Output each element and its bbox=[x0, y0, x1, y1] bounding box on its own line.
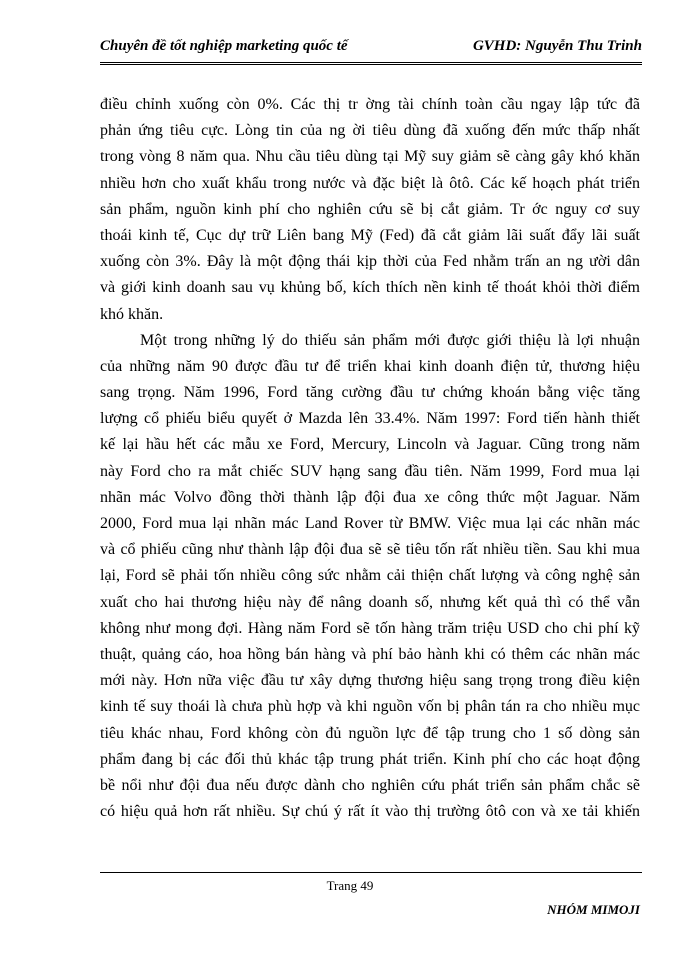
page-header bbox=[100, 38, 642, 55]
text-line: và cổ phiếu cũng như thành lập đội đua sẽ sẽ tiêu tốn rất nhiều tiền. Sau khi mua bbox=[100, 541, 640, 559]
text-line: nhãn mác Volvo đồng thời thành lập đội đua xe công thức một Jaguar. Năm bbox=[100, 488, 640, 506]
text-line: phẩm đang bị các đối thủ khác tập trung phát triển. Kinh phí cho các hoạt động bbox=[100, 750, 640, 768]
text-line: lượng cổ phiếu biểu quyết ở Mazda lên 33.4%. Năm 1997: Ford tiến hành thiết bbox=[100, 410, 640, 428]
text-line: kế lại hầu hết các mẫu xe Ford, Mercury, Lincoln và Jaguar. Cũng trong năm bbox=[100, 436, 640, 454]
text-line: của những năm 90 được đầu tư để triển khai kinh doanh điện tử, thương hiệu bbox=[100, 357, 640, 375]
text-line: kinh tế suy thoái là chưa phù hợp và khi nguồn vốn bị phân tán ra cho nhiều mục bbox=[100, 698, 640, 716]
text-line: phản ứng tiêu cực. Lòng tin của ng ời tiêu dùng đã xuống đến mức thấp nhất bbox=[100, 122, 640, 140]
text-line: không như mong đợi. Hàng năm Ford sẽ tốn hàng trăm triệu USD cho chi phí kỹ bbox=[100, 619, 640, 637]
header-divider bbox=[100, 62, 642, 65]
text-line: bề nổi như đội đua nếu được dành cho nghiên cứu phát triển sản phẩm chắc sẽ bbox=[100, 776, 640, 794]
text-line: lại, Ford sẽ phải tốn nhiều công sức nhằm cải thiện chất lượng và công nghệ sản bbox=[100, 567, 640, 585]
header-supervisor: GVHD: Nguyễn Thu Trinh bbox=[472, 38, 642, 54]
text-line: xuất cho hai thương hiệu này để nâng doanh số, nhưng kết quả thì có thể vẫn bbox=[100, 593, 640, 611]
paragraph bbox=[100, 92, 640, 328]
text-line: mới này. Hơn nữa việc đầu tư xây dựng thương hiệu sang trọng trong điều kiện bbox=[100, 672, 640, 690]
page-number: Trang 49 bbox=[326, 878, 374, 893]
text-line: điều chỉnh xuống còn 0%. Các thị tr ờng tài chính toàn cầu ngay lập tức đã bbox=[100, 96, 640, 113]
text-line: này Ford cho ra mắt chiếc SUV hạng sang đầu tiên. Năm 1999, Ford mua lại bbox=[100, 462, 640, 480]
body-text bbox=[100, 92, 640, 825]
text-line: thuật, quảng cáo, hoa hồng bán hàng và phí bảo hành khi có thêm các nhãn mác bbox=[100, 645, 640, 663]
text-line: và giới kinh doanh sau vụ khủng bố, kích thích nền kinh tế thoát khỏi thời điểm bbox=[100, 279, 640, 297]
paragraph bbox=[100, 328, 640, 826]
text-line: sản phẩm, nguồn kinh phí cho nghiên cứu sẽ bị cắt giảm. Tr ớc nguy cơ suy bbox=[100, 200, 640, 218]
footer-divider bbox=[100, 872, 642, 873]
text-line: tiêu khác nhau, Ford không còn đủ nguồn lực để tập trung cho 1 số dòng sản bbox=[100, 724, 640, 742]
text-line: trong vòng 8 năm qua. Nhu cầu tiêu dùng tại Mỹ suy giảm sẽ càng gây khó khăn bbox=[100, 148, 640, 166]
text-line: thoái kinh tế, Cục dự trữ Liên bang Mỹ (Fed) đã cắt giảm lãi suất đẩy lãi suất bbox=[100, 226, 640, 244]
text-line: 2000, Ford mua lại nhãn mác Land Rover từ BMW. Việc mua lại các nhãn mác bbox=[100, 515, 640, 532]
text-line: nhiều hơn cho xuất khẩu trong nước và đặc biệt là ôtô. Các kế hoạch phát triển bbox=[100, 174, 640, 192]
header-course-title: Chuyên đề tốt nghiệp marketing quốc tế bbox=[100, 38, 348, 54]
text-line: có hiệu quả hơn rất nhiều. Sự chú ý rất ít vào thị trường ôtô con và xe tải khiến bbox=[100, 803, 640, 821]
text-line: Một trong những lý do thiếu sản phẩm mới được giới thiệu là lợi nhuận bbox=[140, 331, 640, 349]
text-line: xuống còn 3%. Đây là một động thái kịp thời của Fed nhằm trấn an ng ười dân bbox=[100, 253, 640, 271]
group-name: NHÓM MIMOJI bbox=[547, 902, 640, 917]
text-line: sang trọng. Năm 1996, Ford tăng cường đầu tư chứng khoán bằng việc tăng bbox=[100, 384, 640, 402]
text-line: khó khăn. bbox=[100, 305, 164, 323]
